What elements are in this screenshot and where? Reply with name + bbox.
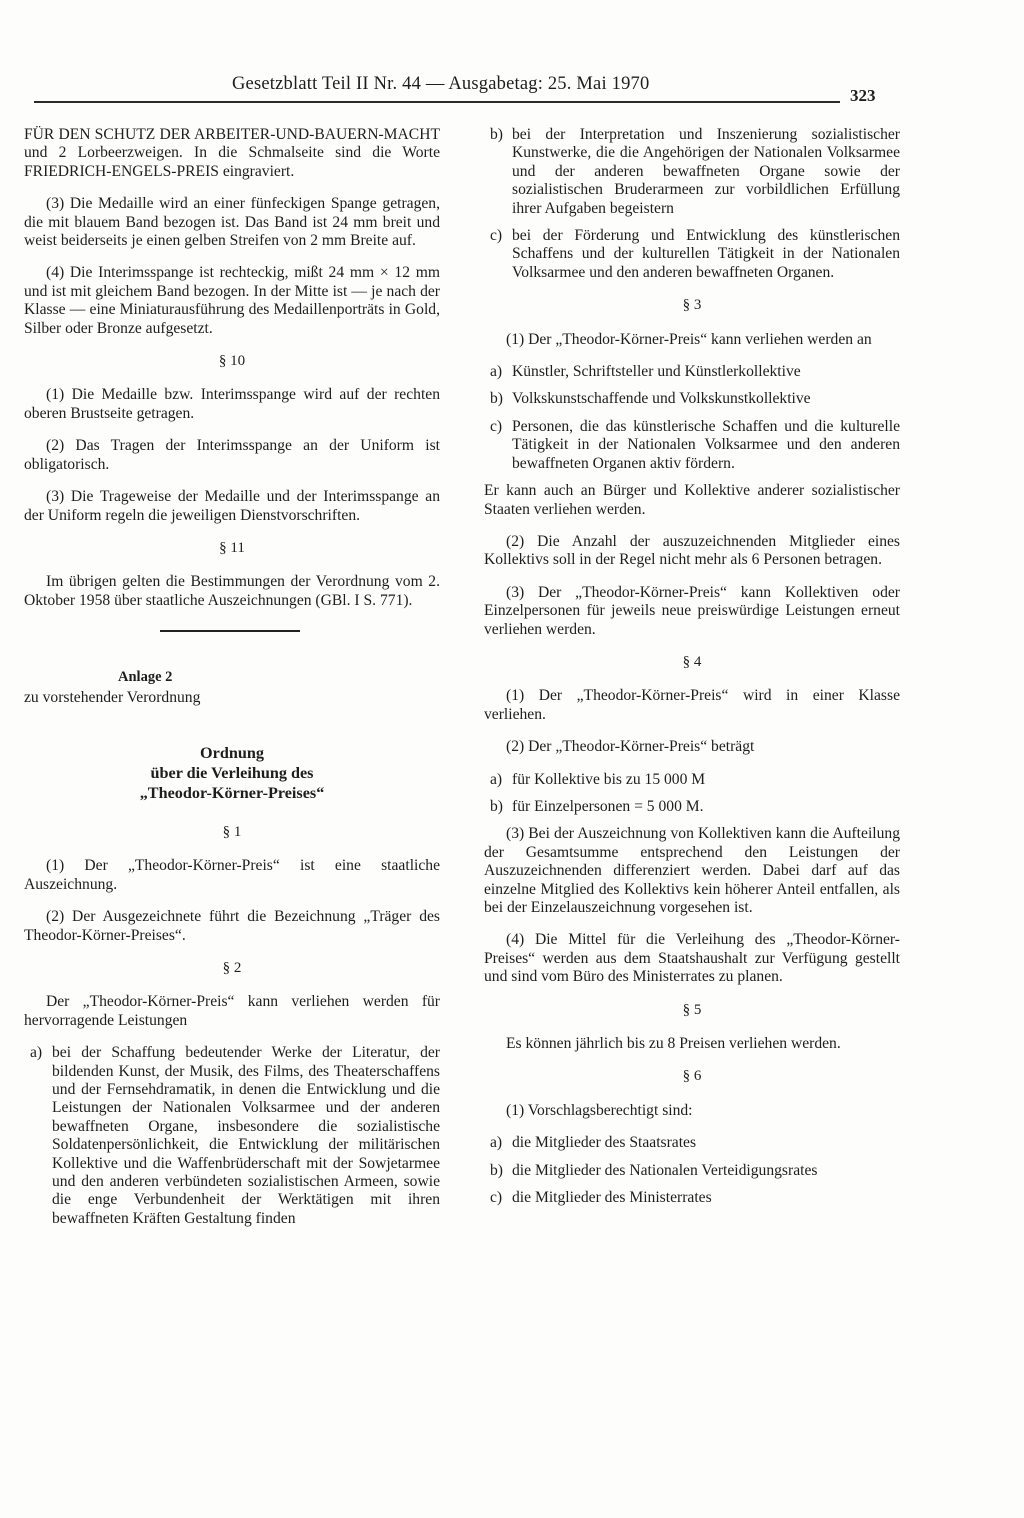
header-rule — [34, 101, 840, 103]
right-column — [484, 126, 900, 1216]
paragraph: (2) Die Anzahl der auszuzeichnenden Mitglieder eines Kollektivs soll in der Regel nicht mehr als 6 Personen betragen. — [484, 532, 900, 569]
list-label: a) — [490, 1134, 503, 1152]
list-item — [484, 418, 900, 473]
list-label: b) — [490, 390, 503, 408]
annex-label: Anlage 2 — [118, 669, 173, 686]
paragraph: (2) Der „Theodor-Körner-Preis“ beträgt — [506, 738, 755, 756]
list-item — [484, 227, 900, 282]
list-label: c) — [490, 1189, 503, 1207]
list-text: Künstler, Schriftsteller und Künstlerkollektive — [512, 363, 801, 381]
list-label: a) — [30, 1044, 43, 1062]
page-number: 323 — [850, 86, 876, 105]
list-item — [484, 363, 900, 381]
paragraph: Im übrigen gelten die Bestimmungen der Verordnung vom 2. Oktober 1958 über staatliche Auszeichnungen (GBl. I S. 771). — [24, 573, 440, 609]
paragraph: (1) Vorschlagsberechtigt sind: — [506, 1101, 693, 1119]
list-text: Personen, die das künstlerische Schaffen und die kulturelle Tätigkeit in der Nationalen Volksarmee und den anderen bewaffneten Organen aktiv fördern. — [512, 417, 900, 472]
list-text: Volkskunstschaffende und Volkskunstkollektive — [512, 390, 811, 408]
list-label: b) — [490, 1161, 503, 1179]
title-line: über die Verleihung des — [150, 763, 314, 782]
list-text: bei der Interpretation und Inszenierung sozialistischer Kunstwerke, die die Angehörigen der Nationalen Volksarmee und der anderen bewaffneten Organe sowie der sozialistischen Bruderarmeen zur vorbildlichen Erfüllung ihrer Aufgaben begeistern — [512, 126, 900, 217]
list-text: für Einzelpersonen = 5 000 M. — [512, 797, 704, 815]
paragraph: (2) Der Ausgezeichnete führt die Bezeichnung „Träger des Theodor-Körner-Preises“. — [24, 908, 440, 944]
list-label: b) — [490, 797, 503, 815]
list-item — [484, 1162, 900, 1180]
paragraph: Es können jährlich bis zu 8 Preisen verliehen werden. — [506, 1035, 841, 1053]
list-item — [24, 1044, 440, 1228]
section-heading: § 6 — [682, 1068, 702, 1085]
paragraph: (3) Die Medaille wird an einer fünfeckigen Spange getragen, die mit blauem Band bezogen ist. Das Band ist 24 mm breit und weist beiderseits je einen gelben Streifen von 2 mm Breite auf. — [24, 195, 440, 250]
page-header: Gesetzblatt Teil II Nr. 44 — Ausgabetag: 25. Mai 1970 — [232, 74, 650, 94]
section-heading: § 3 — [682, 297, 702, 314]
section-heading: § 11 — [219, 539, 245, 556]
list-label: c) — [490, 417, 503, 435]
list-label: b) — [490, 126, 503, 143]
list-item — [484, 1134, 900, 1152]
list-item — [484, 798, 900, 816]
paragraph: FÜR DEN SCHUTZ DER ARBEITER-UND-BAUERN-MACHT und 2 Lorbeerzweigen. In die Schmalseite sind die Worte FRIEDRICH-ENGELS-PREIS eingraviert. — [24, 126, 440, 180]
section-heading: § 5 — [682, 1001, 702, 1018]
paragraph: (2) Das Tragen der Interimsspange an der Uniform ist obligatorisch. — [24, 437, 440, 473]
paragraph: (1) Der „Theodor-Körner-Preis“ wird in einer Klasse verliehen. — [484, 687, 900, 723]
list-text: bei der Förderung und Entwicklung des künstlerischen Schaffens und der kulturellen Tätigkeit in der Nationalen Volksarmee und den anderen bewaffneten Organen. — [512, 227, 900, 281]
list-item — [484, 126, 900, 218]
list-text: für Kollektive bis zu 15 000 M — [512, 770, 706, 788]
section-heading: § 4 — [682, 653, 702, 670]
section-divider — [160, 630, 300, 632]
section-heading: § 10 — [218, 353, 246, 370]
paragraph: (3) Die Trageweise der Medaille und der Interimsspange an der Uniform regeln die jeweiligen Dienstvorschriften. — [24, 488, 440, 524]
paragraph: Der „Theodor-Körner-Preis“ kann verliehen werden für hervorragende Leistungen — [24, 993, 440, 1029]
list-text: die Mitglieder des Staatsrates — [512, 1134, 697, 1152]
list-text: die Mitglieder des Nationalen Verteidigungsrates — [512, 1161, 818, 1179]
list-label: c) — [490, 227, 503, 245]
document-title — [24, 743, 440, 803]
section-heading: § 1 — [222, 823, 242, 840]
annex-subtitle: zu vorstehender Verordnung — [24, 688, 201, 706]
list-text: die Mitglieder des Ministerrates — [512, 1189, 712, 1207]
list-item — [484, 1189, 900, 1207]
paragraph: (4) Die Mittel für die Verleihung des „Theodor-Körner-Preises“ werden aus dem Staatshaushalt zur Verfügung gestellt und sind vom Büro des Ministerrates zu planen. — [484, 931, 900, 986]
list-item — [484, 390, 900, 408]
section-heading: § 2 — [222, 959, 242, 976]
paragraph: (3) Bei der Auszeichnung von Kollektiven kann die Aufteilung der Gesamtsumme entsprechend den Leistungen der Auszuzeichnenden differenziert werden. Dabei darf auf das einzelne Mitglied des Kollektivs kein höherer Anteil entfallen, als bei der Einzelauszeichnung vorgesehen ist. — [484, 825, 900, 916]
paragraph: (4) Die Interimsspange ist rechteckig, mißt 24 mm × 12 mm und ist mit gleichem Band bezogen. In der Mitte ist — je nach der Klasse — eine Miniaturausführung des Medaillenporträts in Gold, Silber oder Bronze aufgesetzt. — [24, 264, 440, 337]
title-line: „Theodor-Körner-Preises“ — [139, 783, 325, 802]
list-label: a) — [490, 363, 503, 381]
list-text: bei der Schaffung bedeutender Werke der Literatur, der bildenden Kunst, der Musik, des Films, des Theaterschaffens und der Fernsehdramatik, in denen die Entwicklung und die Leistungen der Nationalen Volksarmee und der anderen bewaffneten Organe, insbesondere die sozialistische Soldatenpersönlichkeit, die Entwicklung der militärischen Kollektive und die Waffenbrüderschaft mit der Sowjetarmee und den anderen verbündeten sozialistischen Armeen, sowie die enge Verbundenheit der Werktätigen mit ihren bewaffneten Kräften Gestaltung finden — [52, 1044, 440, 1227]
paragraph: (3) Der „Theodor-Körner-Preis“ kann Kollektiven oder Einzelpersonen für jeweils neue preiswürdige Leistungen erneut verliehen werden. — [484, 583, 900, 638]
paragraph: Er kann auch an Bürger und Kollektive anderer sozialistischer Staaten verliehen werden. — [484, 482, 900, 518]
list-item — [484, 771, 900, 789]
paragraph: (1) Der „Theodor-Körner-Preis“ kann verliehen werden an — [506, 330, 872, 348]
paragraph: (1) Die Medaille bzw. Interimsspange wird auf der rechten oberen Brustseite getragen. — [24, 386, 440, 422]
paragraph: (1) Der „Theodor-Körner-Preis“ ist eine staatliche Auszeichnung. — [24, 857, 440, 893]
title-line: Ordnung — [200, 743, 264, 762]
list-label: a) — [490, 770, 503, 788]
left-column — [24, 126, 440, 1237]
